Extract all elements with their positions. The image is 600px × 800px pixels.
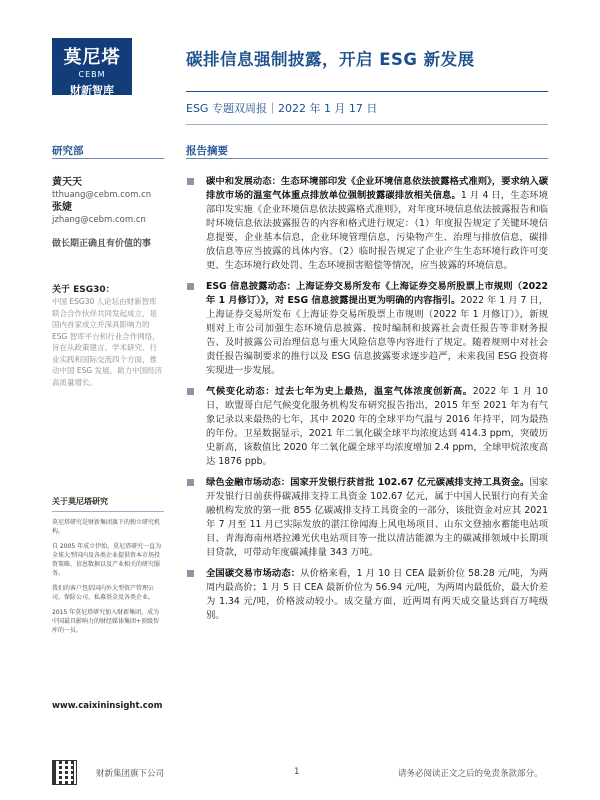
section-research-dept: 研究部 — [52, 145, 84, 157]
author-email[interactable]: jzhang@cebm.com.cn — [52, 215, 146, 225]
footer-company: 财新集团旗下公司 — [96, 769, 165, 779]
authors-block — [52, 176, 164, 250]
section-left-rule — [52, 158, 164, 159]
bullet-square-icon — [187, 388, 194, 395]
title-divider — [186, 91, 548, 92]
qr-code-icon — [52, 760, 77, 785]
about-company-rule — [52, 511, 164, 512]
author-name: 黄天天 — [52, 177, 82, 188]
about-esg30-text: 中国 ESG30 人论坛由财新智库联合合作伙伴共同发起成立，是国内首家成立并深具影响力的 ESG 智库平台和行业合作网络，旨在从政策建言、学术研究、行业实践和国际交流四个方面，推动中国 ESG 发展，助力中国经济高质量增长。 — [52, 297, 163, 387]
summary-item-text: 国家开发银行日前获得碳减排支持工具资金 102.67 亿元，属于中国人民银行向有关金融机构发放的第一批 855 亿碳减排支持工具资金的一部分，该批资金对应其 2021 年 7 月至 11 月已实际发放的湛江徐闻海上风电场项目、山东文登抽水蓄能电站项目、青海海南州塔拉滩光伏电站项目等一批以清洁能源为主的碳减排领域中长期项目贷款，可带动年度碳减排量 343 万吨。 — [206, 477, 548, 558]
summary-list — [186, 175, 548, 630]
about-esg30 — [52, 284, 164, 388]
summary-item-text: 从价格来看，1 月 10 日 CEA 最新价位 58.28 元/吨，为两周内最高价；1 月 5 日 CEA 最新价位为 56.94 元/吨，为两周内最低价，最大价差为 1.34 元/吨，价格波动较小。成交量方面，近两周有两天成交量达到百万吨级别。 — [206, 568, 548, 621]
bullet-square-icon — [187, 479, 194, 486]
summary-item — [186, 567, 548, 623]
about-company-paragraph: 莫尼塔研究是财新集团旗下的独立研究机构。 — [52, 519, 161, 535]
about-company — [52, 496, 164, 635]
footer-disclaimer: 请务必阅读正文之后的免责条款部分。 — [398, 769, 543, 779]
about-company-paragraph: 自 2005 年成立伊始，莫尼塔研究一直为全球大型国内及各类企业提供资本市场投资策略、信息数据以及产业相关的研究服务。 — [52, 543, 162, 577]
company-logo — [52, 38, 132, 95]
section-right-rule — [186, 158, 548, 159]
summary-item-text: 2022 年 1 月 7 日，上海证券交易所发布《上海证券交易所股票上市规则（2022 年 1 月修订）》，新规则对上市公司加强生态环境信息披露、按时编制和披露社会责任报告等非财务报告、及时披露公司治理信息与重大风险信息等内容进行了规定。随着规则中对社会责任报告编制要求的推行以及 ESG 信息披露要求逐步趋严，未来我国 ESG 投资将实现进一步发展。 — [206, 295, 548, 376]
summary-item-text: 2022 年 1 月 10 日，欧盟哥白尼气候变化服务机构发布研究报告指出，2015 年至 2021 年为有气象记录以来最热的七年，其中 2020 年的全球平均气温与 2016 年持平，同为最热的年份。卫星数据显示，2021 年二氧化碳全球平均浓度达到 414.3 ppm，突破历史新高，该数值比 2020 年二氧化碳全球平均浓度增加 2.4 ppm，全球甲烷浓度高达 1876 ppb。 — [206, 386, 548, 467]
section-summary: 报告摘要 — [186, 145, 228, 157]
logo-name-cn: 莫尼塔 — [63, 47, 121, 68]
summary-item-heading: ESG 信息披露动态：上海证券交易所发布《上海证券交易所股票上市规则（2022 年 1 月修订）》，对 ESG 信息披露提出更为明确的内容指引。 — [206, 281, 548, 306]
summary-item-heading: 气候变化动态：过去七年为史上最热，温室气体浓度创新高。 — [206, 386, 473, 397]
bullet-square-icon — [187, 570, 194, 577]
logo-sub: 财新智库 — [70, 84, 114, 97]
author-name: 张婕 — [52, 202, 72, 213]
page-title: 碳排信息强制披露，开启 ESG 新发展 — [186, 50, 475, 69]
motto: 做长期正确且有价值的事 — [52, 239, 152, 249]
subtitle-divider — [186, 124, 548, 125]
about-company-paragraph: 我们的客户包括国内外大型资产管理公司、保险公司、私募基金及各类企业。 — [52, 585, 155, 601]
website-link[interactable]: www.caixininsight.com — [52, 701, 163, 711]
logo-name-en: CEBM — [78, 70, 106, 79]
summary-item-text: 1 月 4 日，生态环境部印发实施《企业环境信息依法披露格式准则》，对年度环境信息依法披露报告和临时环境信息依法披露报告的内容和格式进行规定：（1）年度报告规定了关键环境信息提要，企业基本信息，企业环境管理信息，污染物产生、治理与排放信息，碳排放信息等应当披露的具体内容。（2）临时报告规定了企业产生生态环境行政许可变更、生态环境行政处罚、生态环境损害赔偿等情况，应当披露的环境信息。 — [206, 190, 548, 271]
about-company-paragraph: 2015 年莫尼塔研究加入财新集团，成为中国最具影响力的财经媒体集团+顶级智库的一员。 — [52, 609, 160, 634]
bullet-square-icon — [187, 178, 194, 185]
summary-item-heading: 碳中和发展动态：生态环境部印发《企业环境信息依法披露格式准则》，要求纳入碳排放市场的温室气体重点排放单位强制披露碳排放相关信息。 — [206, 176, 548, 201]
about-company-title: 关于莫尼塔研究 — [52, 497, 108, 506]
report-subtitle: ESG 专题双周报｜2022 年 1 月 17 日 — [186, 102, 378, 115]
summary-item — [186, 280, 548, 378]
summary-item — [186, 175, 548, 273]
author-email[interactable]: tthuang@cebm.com.cn — [52, 190, 152, 200]
summary-item-heading: 全国碳交易市场动态： — [206, 568, 301, 579]
summary-item-heading: 绿色金融市场动态：国家开发银行获首批 102.67 亿元碳减排支持工具资金。 — [206, 477, 530, 488]
about-esg30-title: 关于 ESG30： — [52, 285, 115, 295]
summary-item — [186, 476, 548, 560]
page-number: 1 — [294, 767, 300, 777]
bullet-square-icon — [187, 283, 194, 290]
summary-item — [186, 385, 548, 469]
